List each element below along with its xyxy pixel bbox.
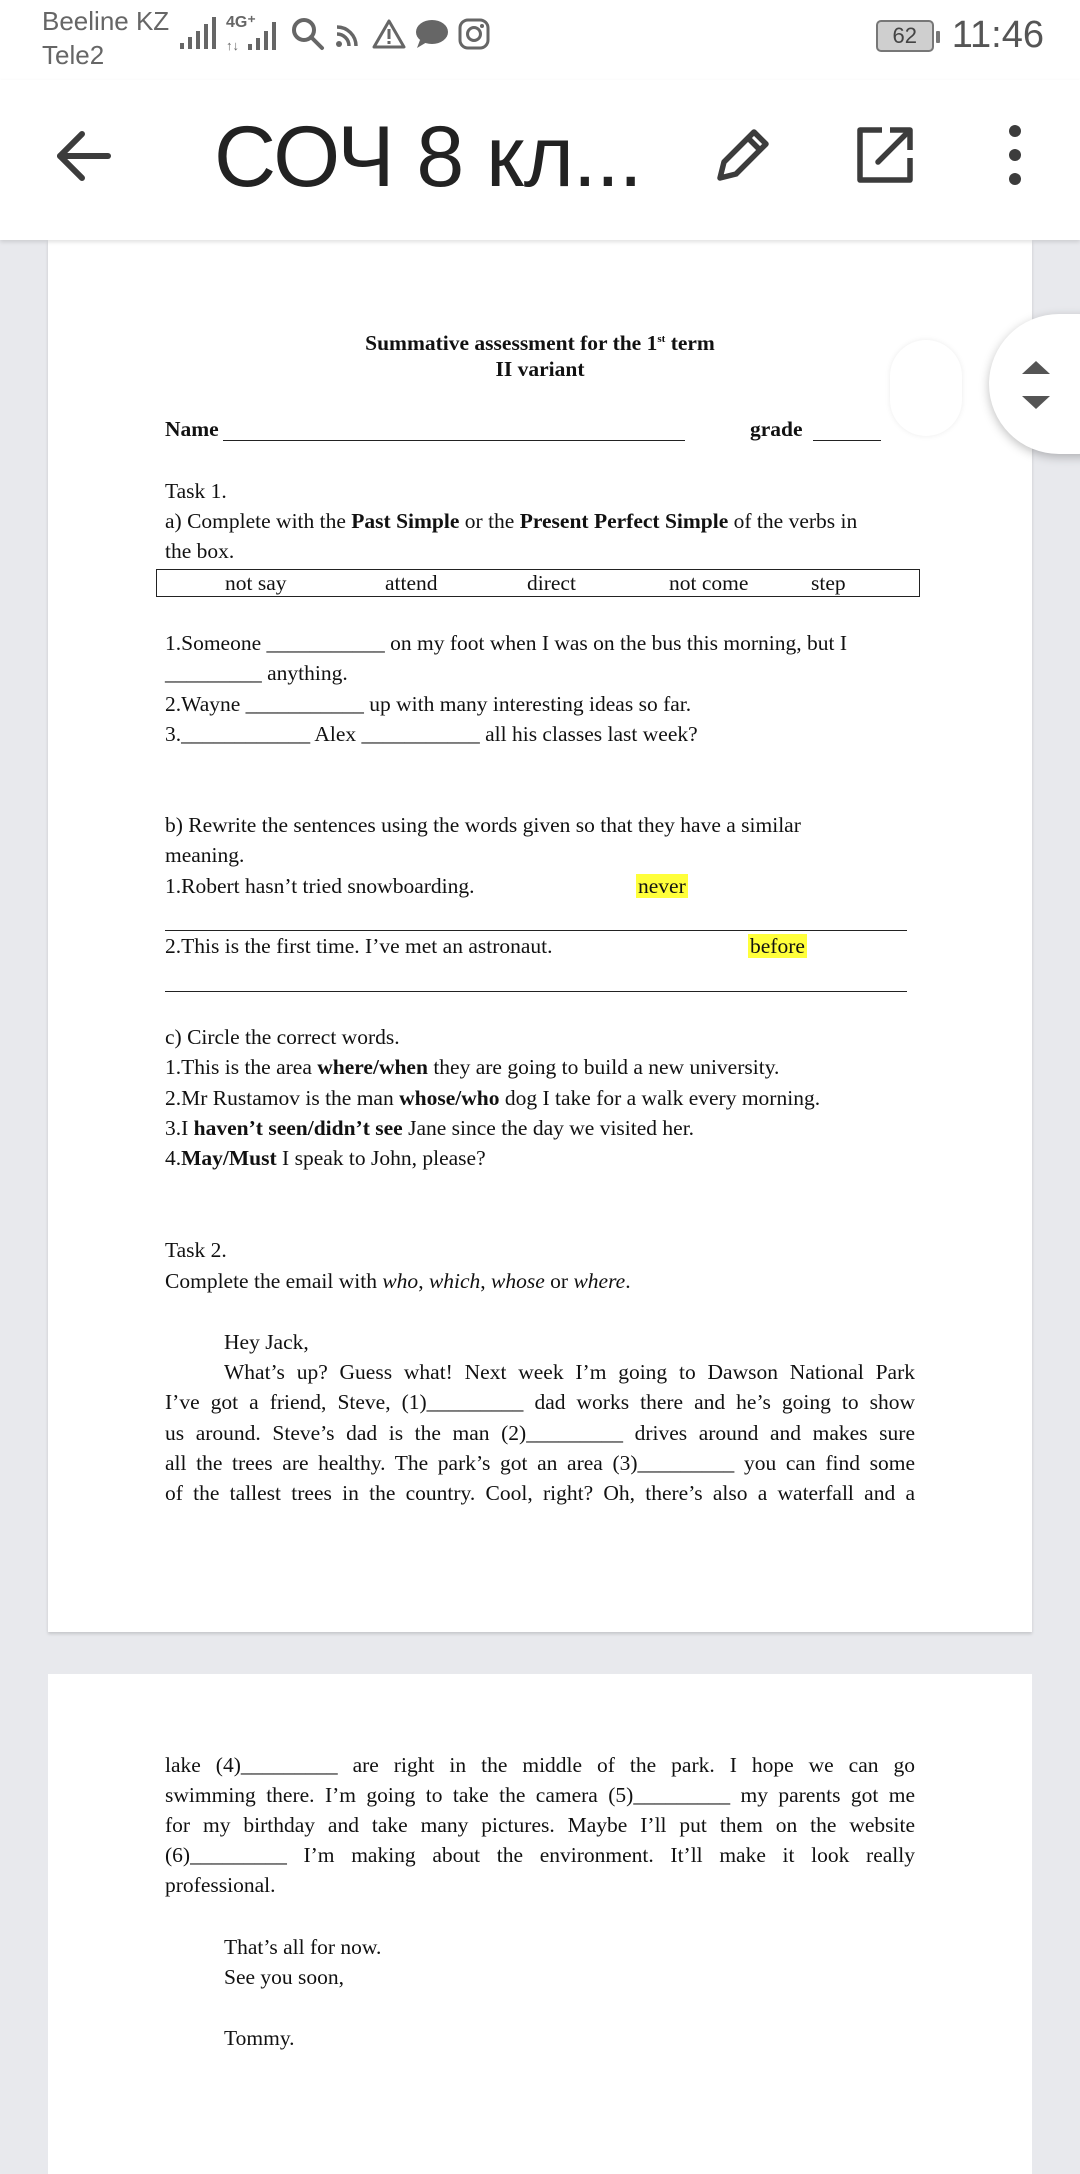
- bold-text: whose/who: [399, 1086, 500, 1110]
- name-label: Name: [165, 417, 219, 441]
- warning-icon: [372, 18, 406, 50]
- name-blank: [223, 440, 685, 441]
- bold-text: Present Perfect Simple: [519, 509, 729, 533]
- email-closing: See you soon,: [224, 1965, 345, 1989]
- bold-text: Past Simple: [351, 509, 460, 533]
- bold-text: haven’t seen/didn’t see: [193, 1116, 403, 1140]
- document-title: СОЧ 8 кл...: [214, 109, 642, 205]
- heading-text-end: term: [665, 331, 715, 356]
- app-bar: [0, 80, 1080, 240]
- sentence-3: 3.____________ Alex ___________ all his classes last week?: [165, 722, 698, 746]
- text: ,: [418, 1269, 429, 1293]
- circle-sentence-1: [165, 1052, 779, 1083]
- task1-title: Task 1.: [165, 479, 227, 503]
- text: of the verbs in: [728, 509, 858, 533]
- pencil-icon[interactable]: [710, 122, 776, 188]
- text: they are going to build a new university.: [427, 1055, 780, 1079]
- task2-title: Task 2.: [165, 1238, 227, 1262]
- text: 3.I: [165, 1116, 194, 1140]
- text: I speak to John, please?: [276, 1146, 486, 1170]
- grade-blank: [813, 440, 881, 441]
- more-vert-icon[interactable]: [1000, 120, 1030, 190]
- keyword-never: [636, 871, 688, 902]
- email-line: I’ve got a friend, Steve, (1)_________ dad works there and he’s going to show: [165, 1390, 915, 1414]
- sentence-1b: _________ anything.: [165, 661, 348, 685]
- circle-sentence-3: [165, 1113, 694, 1144]
- battery-indicator: 62: [876, 20, 934, 52]
- highlight: never: [638, 874, 686, 898]
- email-line: professional.: [165, 1873, 276, 1897]
- bold-text: where/when: [317, 1055, 428, 1079]
- task1b-instruction-2: meaning.: [165, 843, 245, 867]
- text: 2.Mr Rustamov is the man: [165, 1086, 400, 1110]
- status-right: [876, 14, 1044, 57]
- open-in-new-icon[interactable]: [852, 122, 918, 188]
- email-line: all the trees are healthy. The park’s got an area (3)_________ you can find some: [165, 1451, 915, 1475]
- email-line: swimming there. I’m going to take the camera (5)_________ my parents got me: [165, 1783, 915, 1807]
- network-type-label: 4G⁺: [226, 14, 256, 31]
- rewrite-sentence-2: 2.This is the first time. I’ve met an astronaut.: [165, 934, 553, 958]
- scroll-ghost: [890, 340, 962, 436]
- email-closing: That’s all for now.: [224, 1935, 382, 1959]
- text: Complete the email with: [165, 1269, 383, 1293]
- text: ,: [480, 1269, 492, 1293]
- email-line: for my birthday and take many pictures. Maybe I’ll put them on the website: [165, 1813, 915, 1837]
- email-greeting: Hey Jack,: [224, 1330, 309, 1354]
- box-word: not say: [225, 571, 287, 595]
- box-word: not come: [669, 571, 749, 595]
- svg-text:↑↓: ↑↓: [226, 38, 239, 53]
- email-line: lake (4)_________ are right in the middle of the park. I hope we can go: [165, 1753, 915, 1777]
- box-word: step: [811, 571, 846, 595]
- italic-text: where: [573, 1269, 626, 1293]
- sentence-2: 2.Wayne ___________ up with many interesting ideas so far.: [165, 692, 692, 716]
- box-word: attend: [385, 571, 438, 595]
- text: or: [544, 1269, 574, 1293]
- back-arrow-icon[interactable]: [52, 124, 116, 188]
- sentence-1a: 1.Someone ___________ on my foot when I was on the bus this morning, but I: [165, 631, 847, 655]
- email-line: What’s up? Guess what! Next week I’m going to Dawson National Park: [224, 1360, 915, 1384]
- email-line: us around. Steve’s dad is the man (2)_________ drives around and makes sure: [165, 1421, 915, 1445]
- heading-text: Summative assessment for the 1: [365, 331, 658, 356]
- box-word: direct: [527, 571, 576, 595]
- highlight: before: [750, 934, 805, 958]
- chat-bubble-icon: [414, 18, 450, 50]
- status-icons: [178, 14, 490, 54]
- keyword-before: [748, 931, 807, 962]
- cast-icon: [334, 19, 364, 49]
- task1b-instruction: b) Rewrite the sentences using the words given so that they have a similar: [165, 813, 801, 837]
- document-page-2: [48, 1674, 1032, 2174]
- email-line: of the tallest trees in the country. Cool, right? Oh, there’s also a waterfall and a: [165, 1481, 915, 1505]
- task1a-instruction-2: the box.: [165, 539, 235, 563]
- text: 1.This is the area: [165, 1055, 318, 1079]
- instagram-icon: [458, 18, 490, 50]
- signal-icon: [178, 17, 218, 51]
- grade-label: grade: [750, 417, 803, 441]
- email-line: (6)_________ I’m making about the environment. It’ll make it look really: [165, 1843, 915, 1867]
- scroll-up-down-icon: [1019, 356, 1053, 414]
- text: dog I take for a walk every morning.: [499, 1086, 821, 1110]
- email-signature: Tommy.: [224, 2026, 295, 2050]
- carrier-name-2: Tele2: [42, 40, 105, 70]
- document-page-1: [48, 240, 1032, 1632]
- word-box: [156, 569, 920, 597]
- circle-sentence-2: [165, 1083, 820, 1114]
- text: a) Complete with the: [165, 509, 352, 533]
- doc-heading-2: II variant: [495, 357, 585, 381]
- italic-text: which: [428, 1269, 481, 1293]
- text: .: [625, 1269, 631, 1293]
- task1a-instruction: [165, 506, 857, 537]
- answer-line-2: [165, 991, 907, 992]
- carrier-name-1: Beeline KZ: [42, 6, 170, 36]
- text: Jane since the day we visited her.: [402, 1116, 695, 1140]
- bold-text: May/Must: [181, 1146, 277, 1170]
- status-bar: [0, 0, 1080, 80]
- circle-sentence-4: [165, 1143, 486, 1174]
- text: 4.: [165, 1146, 182, 1170]
- heading-sup: st: [657, 333, 666, 345]
- clock: 11:46: [951, 14, 1044, 56]
- italic-text: who: [382, 1269, 419, 1293]
- rewrite-sentence-1: 1.Robert hasn’t tried snowboarding.: [165, 874, 475, 898]
- italic-text: whose: [491, 1269, 545, 1293]
- signal-4g-icon: [226, 14, 282, 54]
- search-icon: [290, 16, 326, 52]
- task1c-instruction: c) Circle the correct words.: [165, 1025, 400, 1049]
- task2-instruction: [165, 1266, 631, 1297]
- text: or the: [459, 509, 520, 533]
